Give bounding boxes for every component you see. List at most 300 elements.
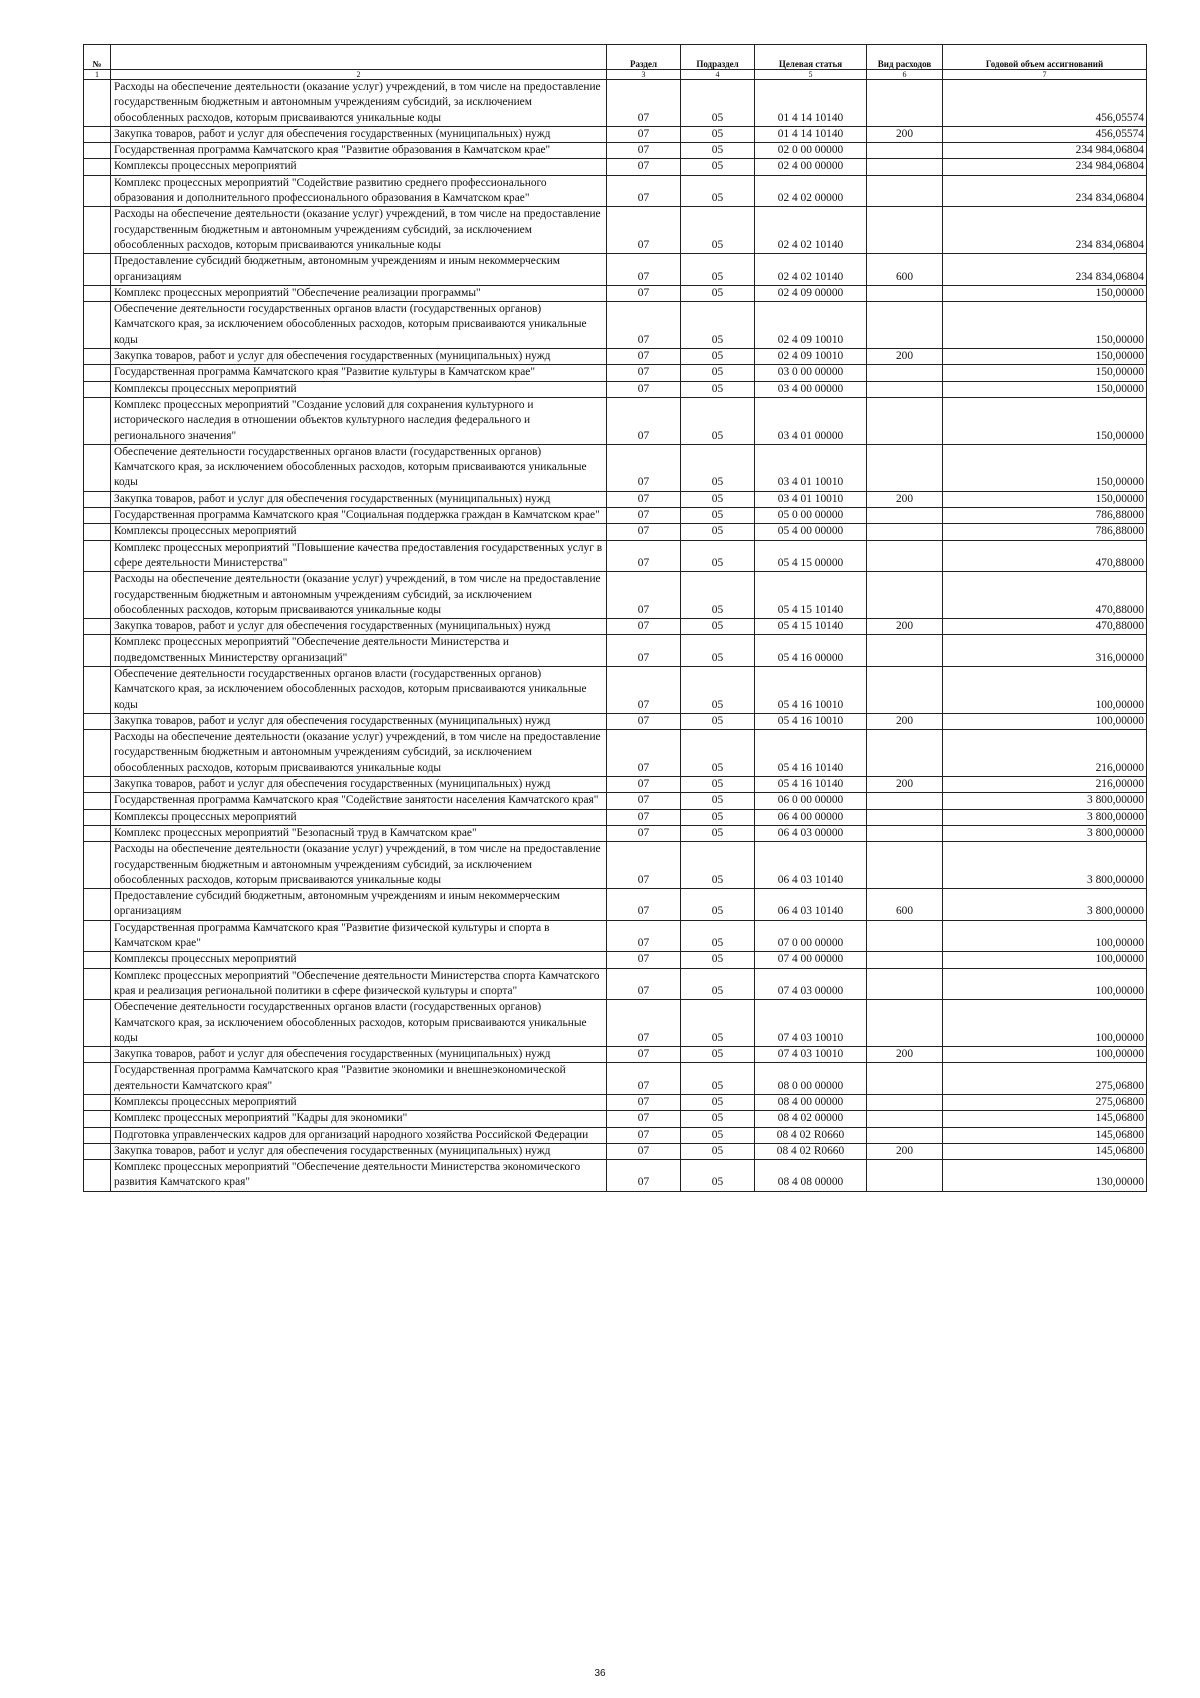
row-podrazdel: 05 xyxy=(681,572,755,619)
row-razdel: 07 xyxy=(607,143,681,159)
row-target-article: 01 4 14 10140 xyxy=(755,80,867,127)
header-num: № xyxy=(84,45,111,70)
row-target-article: 03 4 00 00000 xyxy=(755,381,867,397)
row-name: Комплексы процессных мероприятий xyxy=(111,524,607,540)
row-target-article: 07 0 00 00000 xyxy=(755,920,867,952)
row-annual-sum: 3 800,00000 xyxy=(943,842,1147,889)
row-number-cell xyxy=(84,143,111,159)
table-row xyxy=(84,508,1147,524)
row-name: Предоставление субсидий бюджетным, автономным учреждениям и иным некоммерческим организациям xyxy=(111,254,607,286)
row-annual-sum: 216,00000 xyxy=(943,777,1147,793)
row-podrazdel: 05 xyxy=(681,1000,755,1047)
table-row xyxy=(84,825,1147,841)
row-name: Расходы на обеспечение деятельности (оказание услуг) учреждений, в том числе на предоставление государственным бюджетным и автономным учреждениям субсидий, за исключением обособленных расходов, которым присваиваются уникальные коды xyxy=(111,207,607,254)
row-number-cell xyxy=(84,1000,111,1047)
row-target-article: 08 4 02 R0660 xyxy=(755,1127,867,1143)
column-number: 2 xyxy=(111,70,607,80)
row-name: Закупка товаров, работ и услуг для обеспечения государственных (муниципальных) нужд xyxy=(111,1143,607,1159)
row-target-article: 02 4 00 00000 xyxy=(755,159,867,175)
row-number-cell xyxy=(84,80,111,127)
row-annual-sum: 470,88000 xyxy=(943,572,1147,619)
row-name: Закупка товаров, работ и услуг для обеспечения государственных (муниципальных) нужд xyxy=(111,491,607,507)
row-name: Подготовка управленческих кадров для организаций народного хозяйства Российской Федерации xyxy=(111,1127,607,1143)
table-row xyxy=(84,381,1147,397)
row-annual-sum: 150,00000 xyxy=(943,302,1147,349)
row-name: Обеспечение деятельности государственных органов власти (государственных органов) Камчатского края, за исключением обособленных расходов, которым присваиваются уникальные коды xyxy=(111,302,607,349)
row-razdel: 07 xyxy=(607,444,681,491)
row-annual-sum: 234 834,06804 xyxy=(943,254,1147,286)
row-podrazdel: 05 xyxy=(681,365,755,381)
row-podrazdel: 05 xyxy=(681,619,755,635)
table-row xyxy=(84,1047,1147,1063)
row-name: Закупка товаров, работ и услуг для обеспечения государственных (муниципальных) нужд xyxy=(111,349,607,365)
row-razdel: 07 xyxy=(607,397,681,444)
column-number: 1 xyxy=(84,70,111,80)
row-expense-type xyxy=(867,381,943,397)
row-podrazdel: 05 xyxy=(681,809,755,825)
header-target-article: Целевая статья xyxy=(755,45,867,70)
row-expense-type xyxy=(867,1000,943,1047)
row-expense-type xyxy=(867,540,943,572)
row-expense-type xyxy=(867,1063,943,1095)
row-number-cell xyxy=(84,397,111,444)
row-expense-type xyxy=(867,207,943,254)
row-expense-type xyxy=(867,1095,943,1111)
column-number-row xyxy=(84,70,1147,80)
row-razdel: 07 xyxy=(607,730,681,777)
row-annual-sum: 786,88000 xyxy=(943,508,1147,524)
row-expense-type xyxy=(867,1160,943,1192)
row-number-cell xyxy=(84,491,111,507)
row-annual-sum: 786,88000 xyxy=(943,524,1147,540)
row-podrazdel: 05 xyxy=(681,302,755,349)
row-annual-sum: 150,00000 xyxy=(943,381,1147,397)
row-name: Расходы на обеспечение деятельности (оказание услуг) учреждений, в том числе на предоставление государственным бюджетным и автономным учреждениям субсидий, за исключением обособленных расходов, которым присваиваются уникальные коды xyxy=(111,842,607,889)
row-target-article: 05 4 15 00000 xyxy=(755,540,867,572)
row-number-cell xyxy=(84,666,111,713)
table-header-row xyxy=(84,45,1147,70)
table-row xyxy=(84,540,1147,572)
row-podrazdel: 05 xyxy=(681,444,755,491)
row-expense-type xyxy=(867,175,943,207)
row-name: Закупка товаров, работ и услуг для обеспечения государственных (муниципальных) нужд xyxy=(111,1047,607,1063)
row-annual-sum: 150,00000 xyxy=(943,444,1147,491)
row-target-article: 07 4 03 10010 xyxy=(755,1000,867,1047)
row-expense-type: 200 xyxy=(867,777,943,793)
row-name: Обеспечение деятельности государственных органов власти (государственных органов) Камчатского края, за исключением обособленных расходов, которым присваиваются уникальные коды xyxy=(111,666,607,713)
row-target-article: 06 4 03 00000 xyxy=(755,825,867,841)
row-name: Комплексы процессных мероприятий xyxy=(111,1095,607,1111)
table-row xyxy=(84,175,1147,207)
row-annual-sum: 456,05574 xyxy=(943,126,1147,142)
budget-table-sheet xyxy=(83,44,1146,1192)
row-name: Комплексы процессных мероприятий xyxy=(111,952,607,968)
row-podrazdel: 05 xyxy=(681,968,755,1000)
row-expense-type xyxy=(867,920,943,952)
row-podrazdel: 05 xyxy=(681,666,755,713)
row-podrazdel: 05 xyxy=(681,540,755,572)
table-row xyxy=(84,254,1147,286)
row-number-cell xyxy=(84,349,111,365)
table-row xyxy=(84,524,1147,540)
row-expense-type xyxy=(867,842,943,889)
row-target-article: 02 4 02 00000 xyxy=(755,175,867,207)
row-razdel: 07 xyxy=(607,159,681,175)
row-name: Комплекс процессных мероприятий "Обеспечение реализации программы" xyxy=(111,285,607,301)
row-number-cell xyxy=(84,1127,111,1143)
row-razdel: 07 xyxy=(607,666,681,713)
table-row xyxy=(84,1160,1147,1192)
row-razdel: 07 xyxy=(607,713,681,729)
row-annual-sum: 100,00000 xyxy=(943,666,1147,713)
row-podrazdel: 05 xyxy=(681,175,755,207)
row-podrazdel: 05 xyxy=(681,381,755,397)
row-expense-type xyxy=(867,635,943,667)
row-annual-sum: 145,06800 xyxy=(943,1127,1147,1143)
row-number-cell xyxy=(84,159,111,175)
table-row xyxy=(84,777,1147,793)
row-expense-type xyxy=(867,952,943,968)
row-annual-sum: 3 800,00000 xyxy=(943,889,1147,921)
row-number-cell xyxy=(84,635,111,667)
row-target-article: 05 4 16 10010 xyxy=(755,713,867,729)
row-expense-type xyxy=(867,825,943,841)
table-row xyxy=(84,397,1147,444)
row-annual-sum: 150,00000 xyxy=(943,365,1147,381)
row-razdel: 07 xyxy=(607,968,681,1000)
row-expense-type xyxy=(867,793,943,809)
row-expense-type xyxy=(867,397,943,444)
row-expense-type: 600 xyxy=(867,254,943,286)
row-annual-sum: 234 834,06804 xyxy=(943,207,1147,254)
row-name: Комплекс процессных мероприятий "Обеспечение деятельности Министерства спорта Камчатского края и реализация региональной политики в сфере физической культуры и спорта" xyxy=(111,968,607,1000)
row-razdel: 07 xyxy=(607,635,681,667)
row-annual-sum: 470,88000 xyxy=(943,540,1147,572)
row-number-cell xyxy=(84,920,111,952)
row-annual-sum: 100,00000 xyxy=(943,920,1147,952)
row-razdel: 07 xyxy=(607,285,681,301)
row-razdel: 07 xyxy=(607,80,681,127)
row-expense-type: 200 xyxy=(867,1143,943,1159)
row-annual-sum: 456,05574 xyxy=(943,80,1147,127)
row-number-cell xyxy=(84,713,111,729)
row-expense-type xyxy=(867,666,943,713)
row-target-article: 03 4 01 10010 xyxy=(755,444,867,491)
row-target-article: 05 4 16 10140 xyxy=(755,777,867,793)
row-number-cell xyxy=(84,365,111,381)
row-number-cell xyxy=(84,254,111,286)
header-podrazdel: Подраздел xyxy=(681,45,755,70)
row-razdel: 07 xyxy=(607,381,681,397)
table-row xyxy=(84,207,1147,254)
row-expense-type xyxy=(867,444,943,491)
row-annual-sum: 234 984,06804 xyxy=(943,159,1147,175)
row-annual-sum: 316,00000 xyxy=(943,635,1147,667)
table-row xyxy=(84,730,1147,777)
row-number-cell xyxy=(84,809,111,825)
row-target-article: 05 4 00 00000 xyxy=(755,524,867,540)
table-row xyxy=(84,842,1147,889)
row-name: Государственная программа Камчатского края "Социальная поддержка граждан в Камчатском крае" xyxy=(111,508,607,524)
row-annual-sum: 150,00000 xyxy=(943,285,1147,301)
row-number-cell xyxy=(84,825,111,841)
row-razdel: 07 xyxy=(607,825,681,841)
row-expense-type xyxy=(867,524,943,540)
table-row xyxy=(84,889,1147,921)
table-row xyxy=(84,809,1147,825)
row-target-article: 02 4 09 10010 xyxy=(755,302,867,349)
row-annual-sum: 100,00000 xyxy=(943,968,1147,1000)
row-expense-type xyxy=(867,143,943,159)
row-number-cell xyxy=(84,1095,111,1111)
row-name: Комплекс процессных мероприятий "Создание условий для сохранения культурного и исторического наследия в отношении объектов культурного наследия федерального и регионального значения" xyxy=(111,397,607,444)
row-expense-type xyxy=(867,1111,943,1127)
row-name: Закупка товаров, работ и услуг для обеспечения государственных (муниципальных) нужд xyxy=(111,713,607,729)
row-annual-sum: 275,06800 xyxy=(943,1095,1147,1111)
row-expense-type xyxy=(867,159,943,175)
row-name: Государственная программа Камчатского края "Развитие культуры в Камчатском крае" xyxy=(111,365,607,381)
row-expense-type xyxy=(867,302,943,349)
row-podrazdel: 05 xyxy=(681,1063,755,1095)
table-row xyxy=(84,1000,1147,1047)
row-annual-sum: 150,00000 xyxy=(943,491,1147,507)
row-name: Государственная программа Камчатского края "Развитие экономики и внешнеэкономической деятельности Камчатского края" xyxy=(111,1063,607,1095)
row-podrazdel: 05 xyxy=(681,920,755,952)
table-row xyxy=(84,349,1147,365)
row-razdel: 07 xyxy=(607,842,681,889)
header-expense-type: Вид расходов xyxy=(867,45,943,70)
row-annual-sum: 470,88000 xyxy=(943,619,1147,635)
row-razdel: 07 xyxy=(607,1111,681,1127)
row-razdel: 07 xyxy=(607,1000,681,1047)
table-row xyxy=(84,793,1147,809)
row-podrazdel: 05 xyxy=(681,80,755,127)
row-name: Комплекс процессных мероприятий "Содействие развитию среднего профессионального образования и дополнительного профессионального образования в Камчатском крае" xyxy=(111,175,607,207)
row-target-article: 02 4 09 00000 xyxy=(755,285,867,301)
row-podrazdel: 05 xyxy=(681,1111,755,1127)
row-expense-type: 200 xyxy=(867,619,943,635)
table-row xyxy=(84,1111,1147,1127)
row-annual-sum: 3 800,00000 xyxy=(943,825,1147,841)
table-row xyxy=(84,1095,1147,1111)
row-annual-sum: 100,00000 xyxy=(943,713,1147,729)
row-razdel: 07 xyxy=(607,508,681,524)
row-razdel: 07 xyxy=(607,254,681,286)
row-podrazdel: 05 xyxy=(681,285,755,301)
row-expense-type xyxy=(867,1127,943,1143)
row-number-cell xyxy=(84,524,111,540)
row-razdel: 07 xyxy=(607,524,681,540)
row-number-cell xyxy=(84,302,111,349)
row-target-article: 06 0 00 00000 xyxy=(755,793,867,809)
row-razdel: 07 xyxy=(607,1095,681,1111)
row-podrazdel: 05 xyxy=(681,635,755,667)
row-razdel: 07 xyxy=(607,207,681,254)
row-number-cell xyxy=(84,889,111,921)
table-row xyxy=(84,491,1147,507)
row-razdel: 07 xyxy=(607,889,681,921)
row-number-cell xyxy=(84,508,111,524)
row-target-article: 08 4 00 00000 xyxy=(755,1095,867,1111)
row-expense-type: 600 xyxy=(867,889,943,921)
row-target-article: 02 4 09 10010 xyxy=(755,349,867,365)
row-target-article: 05 0 00 00000 xyxy=(755,508,867,524)
header-annual-volume: Годовой объем ассигнований xyxy=(943,45,1147,70)
row-name: Расходы на обеспечение деятельности (оказание услуг) учреждений, в том числе на предоставление государственным бюджетным и автономным учреждениям субсидий, за исключением обособленных расходов, которым присваиваются уникальные коды xyxy=(111,572,607,619)
row-number-cell xyxy=(84,1143,111,1159)
table-row xyxy=(84,1063,1147,1095)
row-expense-type: 200 xyxy=(867,491,943,507)
table-row xyxy=(84,1143,1147,1159)
row-target-article: 05 4 16 10010 xyxy=(755,666,867,713)
row-expense-type: 200 xyxy=(867,713,943,729)
row-razdel: 07 xyxy=(607,175,681,207)
row-podrazdel: 05 xyxy=(681,349,755,365)
row-annual-sum: 150,00000 xyxy=(943,349,1147,365)
column-number: 6 xyxy=(867,70,943,80)
table-row xyxy=(84,80,1147,127)
row-expense-type xyxy=(867,80,943,127)
row-podrazdel: 05 xyxy=(681,889,755,921)
row-podrazdel: 05 xyxy=(681,397,755,444)
row-razdel: 07 xyxy=(607,619,681,635)
row-target-article: 02 0 00 00000 xyxy=(755,143,867,159)
row-target-article: 03 4 01 10010 xyxy=(755,491,867,507)
row-name: Комплекс процессных мероприятий "Обеспечение деятельности Министерства экономического развития Камчатского края" xyxy=(111,1160,607,1192)
row-name: Обеспечение деятельности государственных органов власти (государственных органов) Камчатского края, за исключением обособленных расходов, которым присваиваются уникальные коды xyxy=(111,444,607,491)
table-row xyxy=(84,365,1147,381)
row-razdel: 07 xyxy=(607,302,681,349)
row-number-cell xyxy=(84,730,111,777)
row-number-cell xyxy=(84,1063,111,1095)
header-name xyxy=(111,45,607,70)
row-annual-sum: 234 984,06804 xyxy=(943,143,1147,159)
row-target-article: 05 4 15 10140 xyxy=(755,572,867,619)
row-podrazdel: 05 xyxy=(681,143,755,159)
row-annual-sum: 130,00000 xyxy=(943,1160,1147,1192)
row-number-cell xyxy=(84,381,111,397)
table-row xyxy=(84,1127,1147,1143)
table-row xyxy=(84,920,1147,952)
row-name: Государственная программа Камчатского края "Развитие физической культуры и спорта в Камчатском крае" xyxy=(111,920,607,952)
row-target-article: 07 4 00 00000 xyxy=(755,952,867,968)
row-razdel: 07 xyxy=(607,1160,681,1192)
table-row xyxy=(84,126,1147,142)
row-podrazdel: 05 xyxy=(681,793,755,809)
row-number-cell xyxy=(84,540,111,572)
row-razdel: 07 xyxy=(607,540,681,572)
table-row xyxy=(84,302,1147,349)
row-name: Комплекс процессных мероприятий "Повышение качества предоставления государственных услуг в сфере деятельности Министерства" xyxy=(111,540,607,572)
row-target-article: 06 4 00 00000 xyxy=(755,809,867,825)
row-razdel: 07 xyxy=(607,809,681,825)
row-annual-sum: 145,06800 xyxy=(943,1143,1147,1159)
row-podrazdel: 05 xyxy=(681,842,755,889)
row-name: Закупка товаров, работ и услуг для обеспечения государственных (муниципальных) нужд xyxy=(111,619,607,635)
row-number-cell xyxy=(84,444,111,491)
row-expense-type xyxy=(867,572,943,619)
row-number-cell xyxy=(84,842,111,889)
row-annual-sum: 100,00000 xyxy=(943,1000,1147,1047)
table-row xyxy=(84,143,1147,159)
row-podrazdel: 05 xyxy=(681,126,755,142)
row-expense-type: 200 xyxy=(867,349,943,365)
row-razdel: 07 xyxy=(607,793,681,809)
column-number: 4 xyxy=(681,70,755,80)
row-expense-type xyxy=(867,365,943,381)
row-expense-type: 200 xyxy=(867,126,943,142)
row-target-article: 08 4 02 00000 xyxy=(755,1111,867,1127)
row-expense-type xyxy=(867,809,943,825)
row-name: Предоставление субсидий бюджетным, автономным учреждениям и иным некоммерческим организациям xyxy=(111,889,607,921)
row-target-article: 01 4 14 10140 xyxy=(755,126,867,142)
row-podrazdel: 05 xyxy=(681,524,755,540)
row-razdel: 07 xyxy=(607,777,681,793)
table-row xyxy=(84,713,1147,729)
row-podrazdel: 05 xyxy=(681,207,755,254)
row-name: Комплексы процессных мероприятий xyxy=(111,809,607,825)
row-target-article: 02 4 02 10140 xyxy=(755,207,867,254)
header-razdel: Раздел xyxy=(607,45,681,70)
row-podrazdel: 05 xyxy=(681,1047,755,1063)
row-name: Комплекс процессных мероприятий "Безопасный труд в Камчатском крае" xyxy=(111,825,607,841)
table-row xyxy=(84,619,1147,635)
row-target-article: 05 4 15 10140 xyxy=(755,619,867,635)
row-number-cell xyxy=(84,207,111,254)
row-podrazdel: 05 xyxy=(681,508,755,524)
row-annual-sum: 100,00000 xyxy=(943,1047,1147,1063)
row-name: Расходы на обеспечение деятельности (оказание услуг) учреждений, в том числе на предоставление государственным бюджетным и автономным учреждениям субсидий, за исключением обособленных расходов, которым присваиваются уникальные коды xyxy=(111,80,607,127)
row-annual-sum: 234 834,06804 xyxy=(943,175,1147,207)
row-name: Комплексы процессных мероприятий xyxy=(111,381,607,397)
row-number-cell xyxy=(84,175,111,207)
row-podrazdel: 05 xyxy=(681,159,755,175)
row-number-cell xyxy=(84,285,111,301)
row-name: Закупка товаров, работ и услуг для обеспечения государственных (муниципальных) нужд xyxy=(111,777,607,793)
row-razdel: 07 xyxy=(607,349,681,365)
row-name: Государственная программа Камчатского края "Развитие образования в Камчатском крае" xyxy=(111,143,607,159)
row-annual-sum: 100,00000 xyxy=(943,952,1147,968)
row-target-article: 02 4 02 10140 xyxy=(755,254,867,286)
row-number-cell xyxy=(84,619,111,635)
row-annual-sum: 145,06800 xyxy=(943,1111,1147,1127)
row-podrazdel: 05 xyxy=(681,713,755,729)
row-razdel: 07 xyxy=(607,365,681,381)
row-target-article: 06 4 03 10140 xyxy=(755,889,867,921)
row-target-article: 03 4 01 00000 xyxy=(755,397,867,444)
row-razdel: 07 xyxy=(607,1063,681,1095)
row-target-article: 08 4 08 00000 xyxy=(755,1160,867,1192)
row-razdel: 07 xyxy=(607,572,681,619)
row-podrazdel: 05 xyxy=(681,777,755,793)
row-podrazdel: 05 xyxy=(681,254,755,286)
row-razdel: 07 xyxy=(607,1143,681,1159)
row-number-cell xyxy=(84,572,111,619)
row-podrazdel: 05 xyxy=(681,825,755,841)
row-name: Комплекс процессных мероприятий "Кадры для экономики" xyxy=(111,1111,607,1127)
row-number-cell xyxy=(84,1111,111,1127)
page-number: 36 xyxy=(594,1668,606,1679)
row-expense-type: 200 xyxy=(867,1047,943,1063)
row-annual-sum: 216,00000 xyxy=(943,730,1147,777)
row-number-cell xyxy=(84,1160,111,1192)
row-razdel: 07 xyxy=(607,491,681,507)
row-razdel: 07 xyxy=(607,126,681,142)
row-annual-sum: 150,00000 xyxy=(943,397,1147,444)
row-target-article: 03 0 00 00000 xyxy=(755,365,867,381)
row-name: Обеспечение деятельности государственных органов власти (государственных органов) Камчатского края, за исключением обособленных расходов, которым присваиваются уникальные коды xyxy=(111,1000,607,1047)
row-expense-type xyxy=(867,508,943,524)
